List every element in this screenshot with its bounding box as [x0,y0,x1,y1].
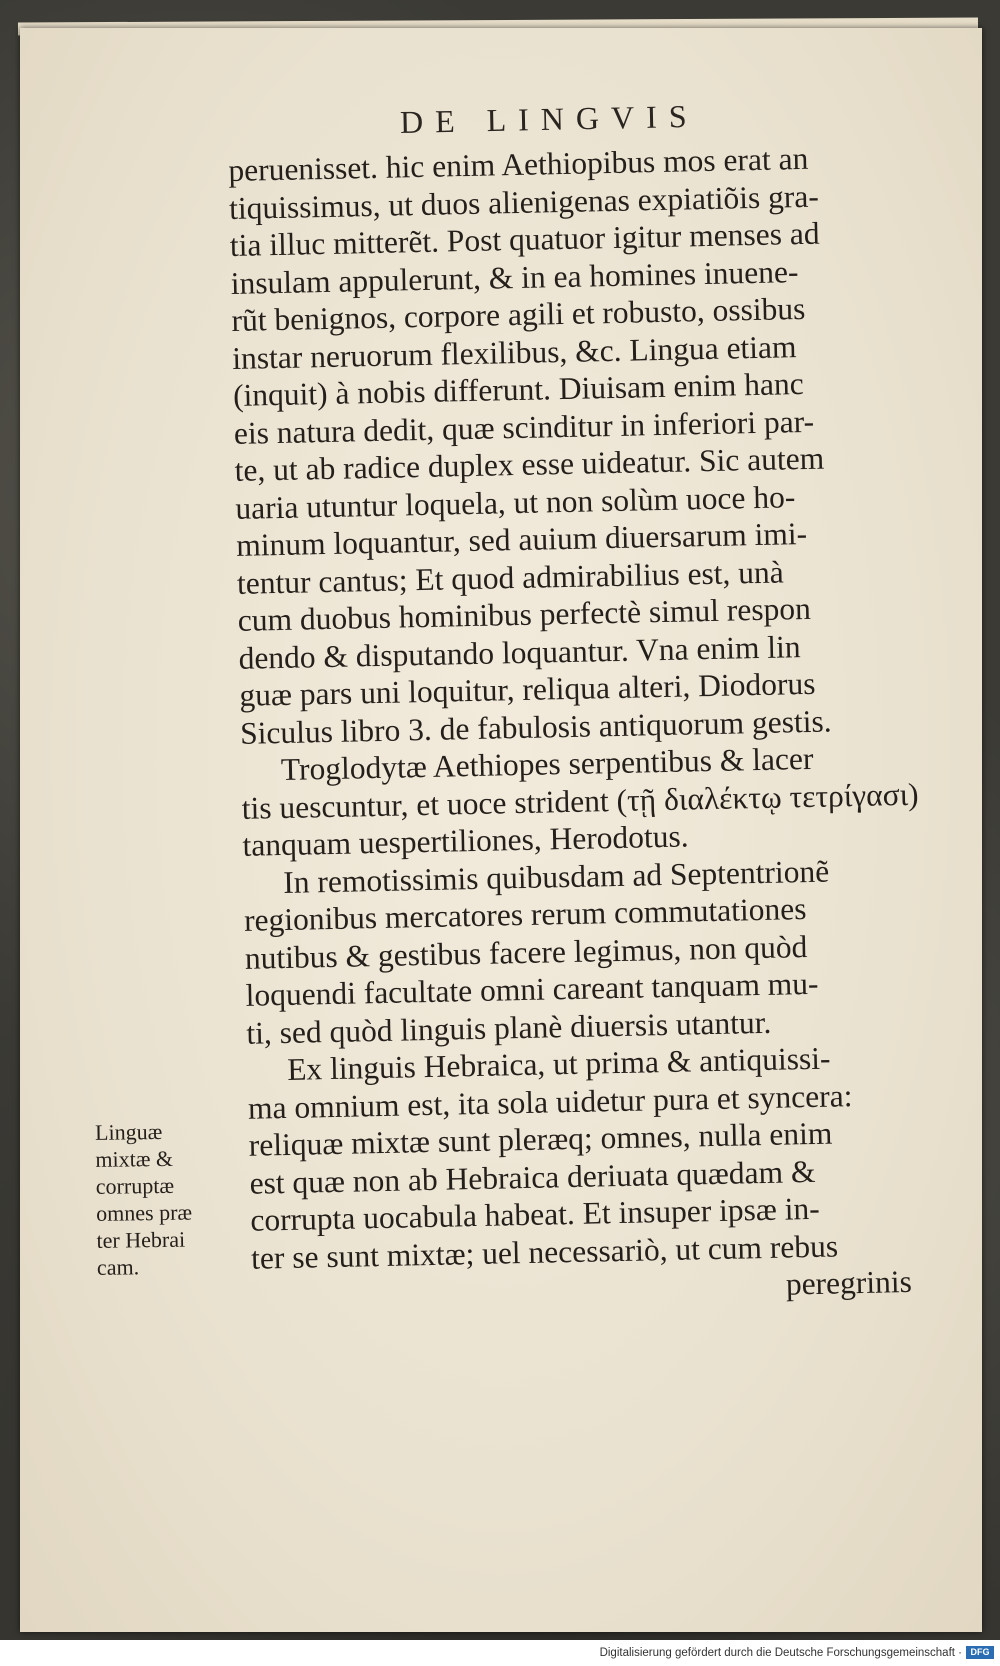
text-line: tia illuc mitterẽt. Post quatuor igitur menses ad [229,215,820,263]
text-line: tis uescuntur, et uoce strident (τῇ διαλέκτῳ τετρίγασι) [241,776,919,826]
text-line: regionibus mercatores rerum commutationes [243,891,807,938]
text-line: reliquæ mixtæ sunt pleræq; omnes, nulla enim [248,1115,833,1163]
dfg-logo-icon: DFG [966,1646,994,1659]
text-line: dendo & disputando loquantur. Vna enim lin [238,628,801,676]
text-line: ti, sed quòd linguis planè diuersis utantur. [246,1004,772,1051]
marginal-note-line: Linguæ [94,1118,163,1145]
text-line: eis natura dedit, quæ scinditur in inferiori par- [233,403,815,451]
text-line: tanquam uespertiliones, Herodotus. [242,818,689,863]
text-line: uaria utuntur loquela, ut non solùm uoce ho- [235,478,796,526]
text-line: guæ pars uni loquitur, reliqua alteri, Diodorus [239,665,816,713]
catchword: peregrinis [785,1263,913,1302]
marginal-note-line: ter Hebrai [96,1226,186,1253]
marginal-note-line: corruptæ [95,1172,175,1199]
text-line: Siculus libro 3. de fabulosis antiquorum gestis. [239,702,832,751]
text-line: corrupta uocabula habeat. Et insuper ipsæ in- [250,1190,821,1238]
text-line: te, ut ab radice duplex esse uideatur. Sic autem [234,440,825,488]
text-line: ma omnium est, ita sola uidetur pura et syncera: [247,1077,853,1126]
text-line: ter se sunt mixtæ; uel necessariò, ut cum rebus [250,1227,839,1276]
marginal-note-line: cam. [96,1254,140,1280]
text-line: est quæ non ab Hebraica deriuata quædam & [249,1153,816,1201]
text-line: nutibus & gestibus facere legimus, non quòd [244,928,808,976]
text-line: cum duobus hominibus perfectè simul respon [237,590,812,638]
marginal-note-line: mixtæ & [95,1145,174,1172]
body-text [228,137,952,1314]
running-head: DE LINGVIS [399,97,699,140]
text-line: insulam appulerunt, & in ea homines inuene- [230,253,799,301]
text-line: tiquissimus, ut duos alienigenas expiatiõis gra- [228,178,820,226]
text-line: rũt benignos, corpore agili et robusto, ossibus [231,290,806,338]
text-line: loquendi facultate omni careant tanquam mu- [245,965,819,1013]
text-line: minum loquantur, sed auium diuersarum imi- [235,515,808,563]
paragraph-start-line: Troglodytæ Aethiopes serpentibus & lacer [280,740,814,788]
footer-bar [0,1640,1000,1666]
text-line: instar neruorum flexilibus, &c. Lingua etiam [231,328,797,376]
paragraph-start-line: Ex linguis Hebraica, ut prima & antiquissi- [286,1040,831,1087]
marginal-note-line: omnes præ [96,1199,193,1226]
text-line: (inquit) à nobis differunt. Diuisam enim hanc [232,365,805,413]
marginal-note [95,1117,227,1281]
text-line: peruenisset. hic enim Aethiopibus mos erat an [228,140,809,188]
paragraph-start-line: In remotissimis quibusdam ad Septentrionẽ [282,853,830,900]
footer-credit: Digitalisierung gefördert durch die Deutsche Forschungsgemeinschaft · [599,1647,962,1659]
text-line: tentur cantus; Et quod admirabilius est, unà [236,553,785,601]
